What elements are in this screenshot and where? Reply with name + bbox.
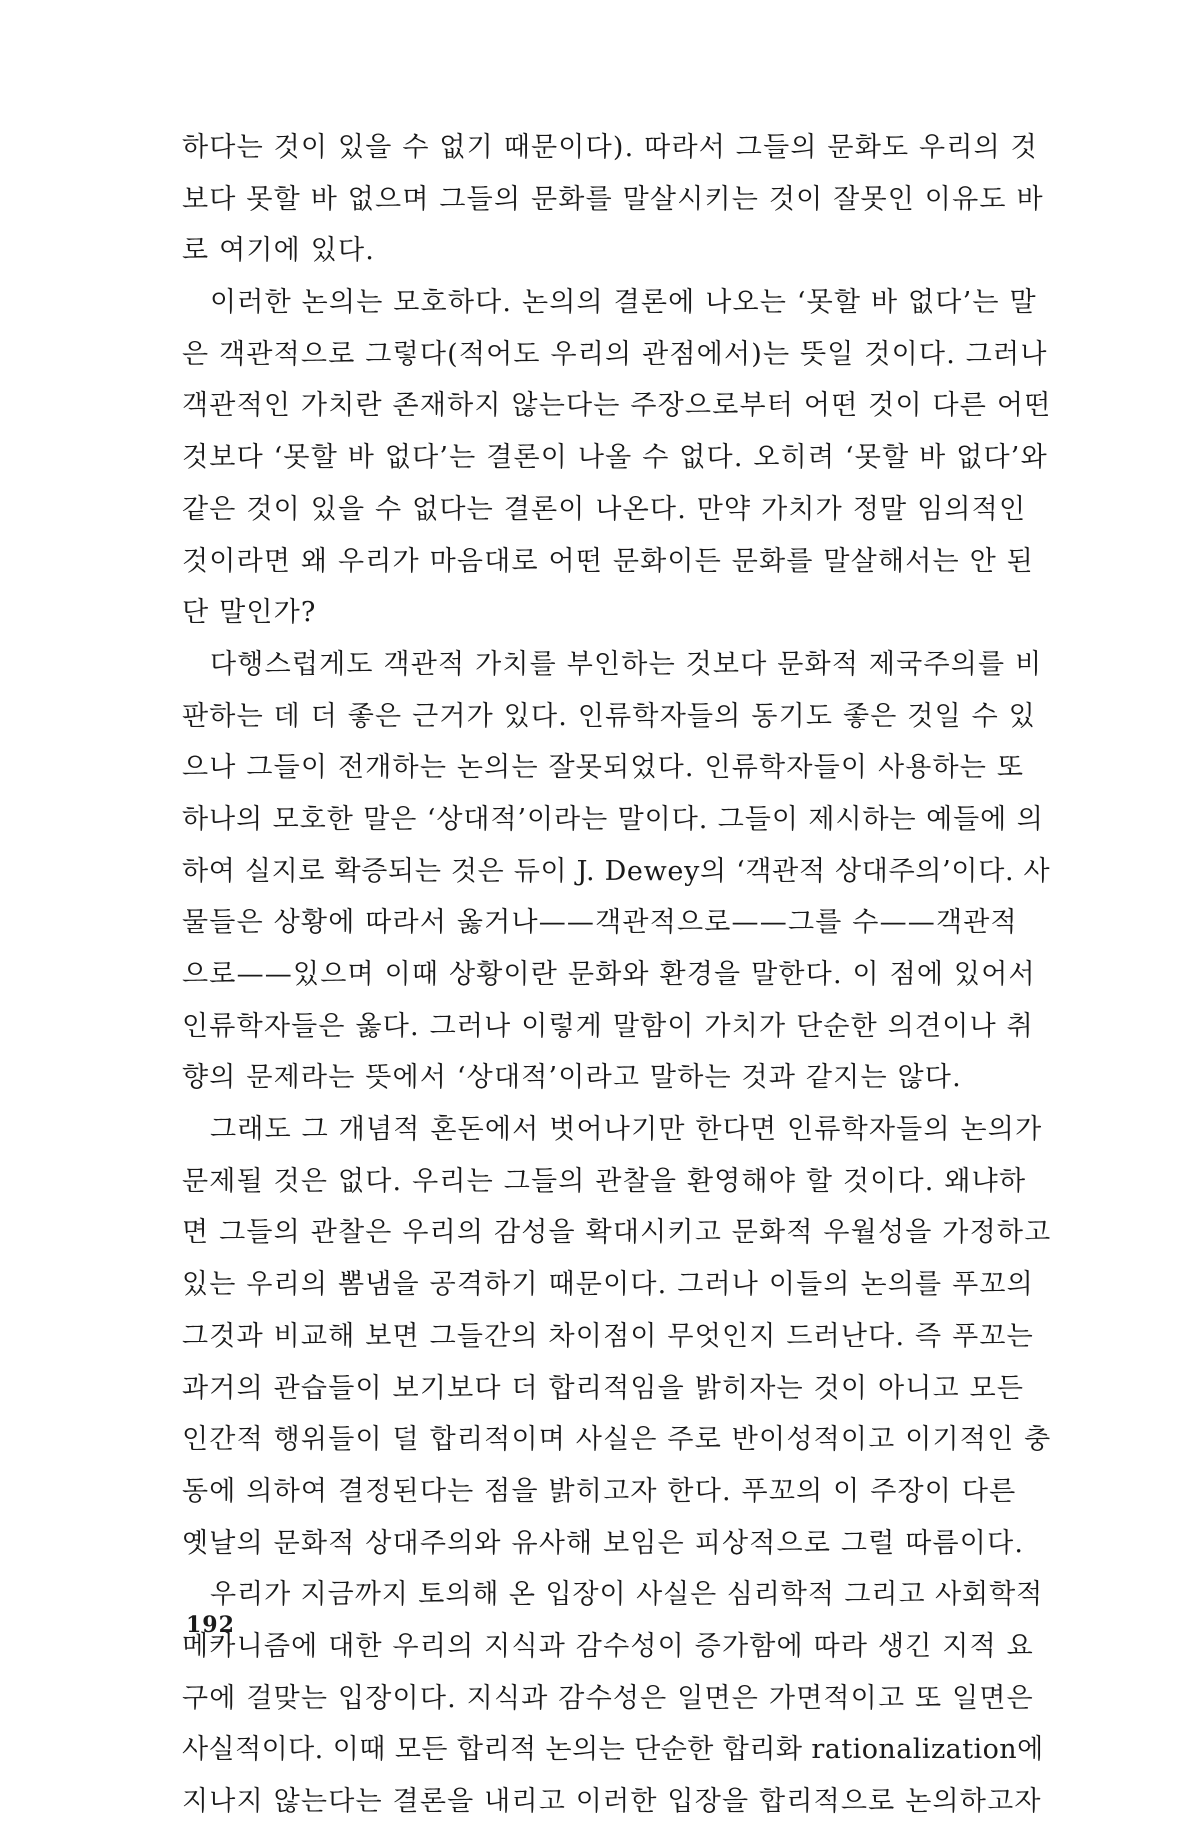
text-line: 하여 실지로 확증되는 것은 듀이 J. Dewey의 ‘객관적 상대주의’이다. 사 (182, 855, 1051, 887)
text-line: 물들은 상황에 따라서 옳거나——객관적으로——그를 수——객관적 (182, 907, 1018, 939)
text-line: 사실적이다. 이때 모든 합리적 논의는 단순한 합리화 rationalization에 (182, 1734, 1044, 1766)
text-line: 같은 것이 있을 수 없다는 결론이 나온다. 만약 가치가 정말 임의적인 (182, 493, 1027, 525)
text-line: 로 여기에 있다. (182, 235, 376, 267)
text-line: 메카니즘에 대한 우리의 지식과 감수성이 증가함에 따라 생긴 지적 요 (182, 1630, 1034, 1662)
text-line: 판하는 데 더 좋은 근거가 있다. 인류학자들의 동기도 좋은 것일 수 있 (182, 700, 1037, 732)
page-number: 192 (186, 1612, 235, 1638)
text-line: 단 말인가? (182, 597, 317, 629)
text-line: 다행스럽게도 객관적 가치를 부인하는 것보다 문화적 제국주의를 비 (210, 648, 1043, 680)
text-line: 것보다 ‘못할 바 없다’는 결론이 나올 수 없다. 오히려 ‘못할 바 없다’와 (182, 442, 1048, 474)
text-line: 있는 우리의 뽐냄을 공격하기 때문이다. 그러나 이들의 논의를 푸꼬의 (182, 1269, 1034, 1301)
text-line: 인간적 행위들이 덜 합리적이며 사실은 주로 반이성적이고 이기적인 충 (182, 1424, 1052, 1456)
text-line: 향의 문제라는 뜻에서 ‘상대적’이라고 말하는 것과 같지는 않다. (182, 1062, 962, 1094)
text-line: 객관적인 가치란 존재하지 않는다는 주장으로부터 어떤 것이 다른 어떤 (182, 390, 1052, 422)
text-line: 우리가 지금까지 토의해 온 입장이 사실은 심리학적 그리고 사회학적 (210, 1579, 1044, 1611)
text-line: 구에 걸맞는 입장이다. 지식과 감수성은 일면은 가면적이고 또 일면은 (182, 1682, 1034, 1714)
text-line: 으나 그들이 전개하는 논의는 잘못되었다. 인류학자들이 사용하는 또 (182, 752, 1025, 784)
text-line: 인류학자들은 옳다. 그러나 이렇게 말함이 가치가 단순한 의견이나 취 (182, 1010, 1034, 1042)
text-line: 이러한 논의는 모호하다. 논의의 결론에 나오는 ‘못할 바 없다’는 말 (210, 287, 1037, 319)
text-line: 하다는 것이 있을 수 없기 때문이다). 따라서 그들의 문화도 우리의 것 (182, 132, 1038, 163)
text-line: 그래도 그 개념적 혼돈에서 벗어나기만 한다면 인류학자들의 논의가 (210, 1114, 1043, 1146)
text-line: 것이라면 왜 우리가 마음대로 어떤 문화이든 문화를 말살해서는 안 된 (182, 545, 1034, 577)
body-text (182, 122, 1052, 1828)
text-line: 은 객관적으로 그렇다(적어도 우리의 관점에서)는 뜻일 것이다. 그러나 (182, 338, 1048, 370)
text-line: 하나의 모호한 말은 ‘상대적’이라는 말이다. 그들이 제시하는 예들에 의 (182, 803, 1044, 835)
text-line: 문제될 것은 없다. 우리는 그들의 관찰을 환영해야 할 것이다. 왜냐하 (182, 1165, 1027, 1197)
text-line: 과거의 관습들이 보기보다 더 합리적임을 밝히자는 것이 아니고 모든 (182, 1372, 1025, 1404)
text-line: 면 그들의 관찰은 우리의 감성을 확대시키고 문화적 우월성을 가정하고 (182, 1217, 1052, 1249)
text-line: 지나지 않는다는 결론을 내리고 이러한 입장을 합리적으로 논의하고자 (182, 1786, 1042, 1817)
text-line: 으로——있으며 이때 상황이란 문화와 환경을 말한다. 이 점에 있어서 (182, 959, 1036, 990)
text-line: 동에 의하여 결정된다는 점을 밝히고자 한다. 푸꼬의 이 주장이 다른 (182, 1475, 1017, 1507)
text-line: 옛날의 문화적 상대주의와 유사해 보임은 피상적으로 그럴 따름이다. (182, 1527, 1025, 1559)
text-line: 그것과 비교해 보면 그들간의 차이점이 무엇인지 드러난다. 즉 푸꼬는 (182, 1320, 1034, 1352)
text-line: 보다 못할 바 없으며 그들의 문화를 말살시키는 것이 잘못인 이유도 바 (182, 183, 1044, 215)
